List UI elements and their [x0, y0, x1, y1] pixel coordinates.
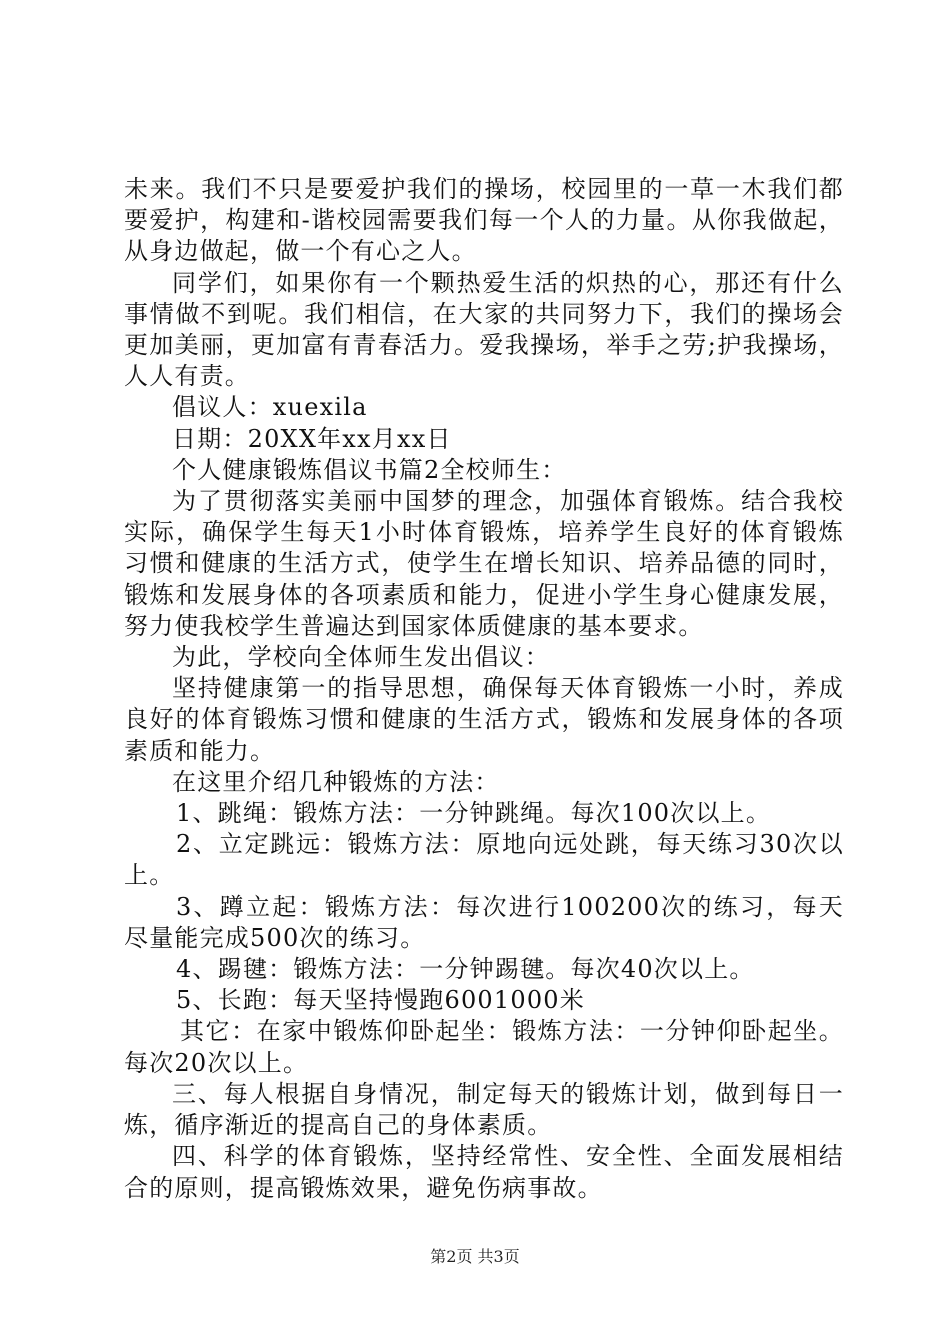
list-item-squat: 3、蹲立起：锻炼方法：每次进行100200次的练习，每天尽量能完成500次的练习。 [124, 892, 844, 952]
paragraph-purpose: 为了贯彻落实美丽中国梦的理念，加强体育锻炼。结合我校实际，确保学生每天1小时体育锻炼，培养学生良好的体育锻炼习惯和健康的生活方式，使学生在增长知识、培养品德的同时，锻炼和发展身体的各项素质和能力，促进小学生身心健康发展，努力使我校学生普遍达到国家体质健康的基本要求。 [124, 487, 844, 640]
document-body [124, 174, 844, 1204]
list-item-running: 5、长跑：每天坚持慢跑6001000米 [176, 986, 585, 1015]
page-number-label: 第2页 共3页 [430, 1247, 520, 1266]
paragraph-proposer: 倡议人：xuexila [172, 393, 368, 422]
list-item-shuttlecock: 4、踢毽：锻炼方法：一分钟踢毽。每次40次以上。 [176, 955, 755, 984]
paragraph-point-three: 三、每人根据自身情况，制定每天的锻炼计划，做到每日一炼，循序渐近的提高自己的身体素质。 [124, 1079, 844, 1140]
paragraph-announcement: 为此，学校向全体师生发出倡议： [172, 643, 550, 672]
list-item-standing-jump: 2、立定跳远：锻炼方法：原地向远处跳，每天练习30次以上。 [124, 830, 844, 890]
paragraph-date: 日期：20XX年xx月xx日 [172, 424, 452, 453]
paragraph-section-heading: 个人健康锻炼倡议书篇2全校师生： [172, 455, 567, 484]
page-footer [0, 1244, 950, 1267]
paragraph-methods-intro: 在这里介绍几种锻炼的方法： [172, 767, 500, 796]
list-item-situps: 其它：在家中锻炼仰卧起坐：锻炼方法：一分钟仰卧起坐。每次20次以上。 [124, 1017, 844, 1077]
paragraph-continuation: 未来。我们不只是要爱护我们的操场，校园里的一草一木我们都要爱护，构建和-谐校园需要我们每一个人的力量。从你我做起，从身边做起，做一个有心之人。 [124, 175, 844, 266]
paragraph-classmates: 同学们，如果你有一个颗热爱生活的炽热的心，那还有什么事情做不到呢。我们相信，在大家的共同努力下，我们的操场会更加美丽，更加富有青春活力。爱我操场，举手之劳;护我操场，人人有责。 [124, 268, 844, 391]
paragraph-guideline: 坚持健康第一的指导思想，确保每天体育锻炼一小时，养成良好的体育锻炼习惯和健康的生活方式，锻炼和发展身体的各项素质和能力。 [124, 674, 844, 765]
list-item-jump-rope: 1、跳绳：锻炼方法：一分钟跳绳。每次100次以上。 [176, 799, 772, 828]
paragraph-point-four: 四、科学的体育锻炼，坚持经常性、安全性、全面发展相结合的原则，提高锻炼效果，避免伤病事故。 [124, 1142, 844, 1202]
